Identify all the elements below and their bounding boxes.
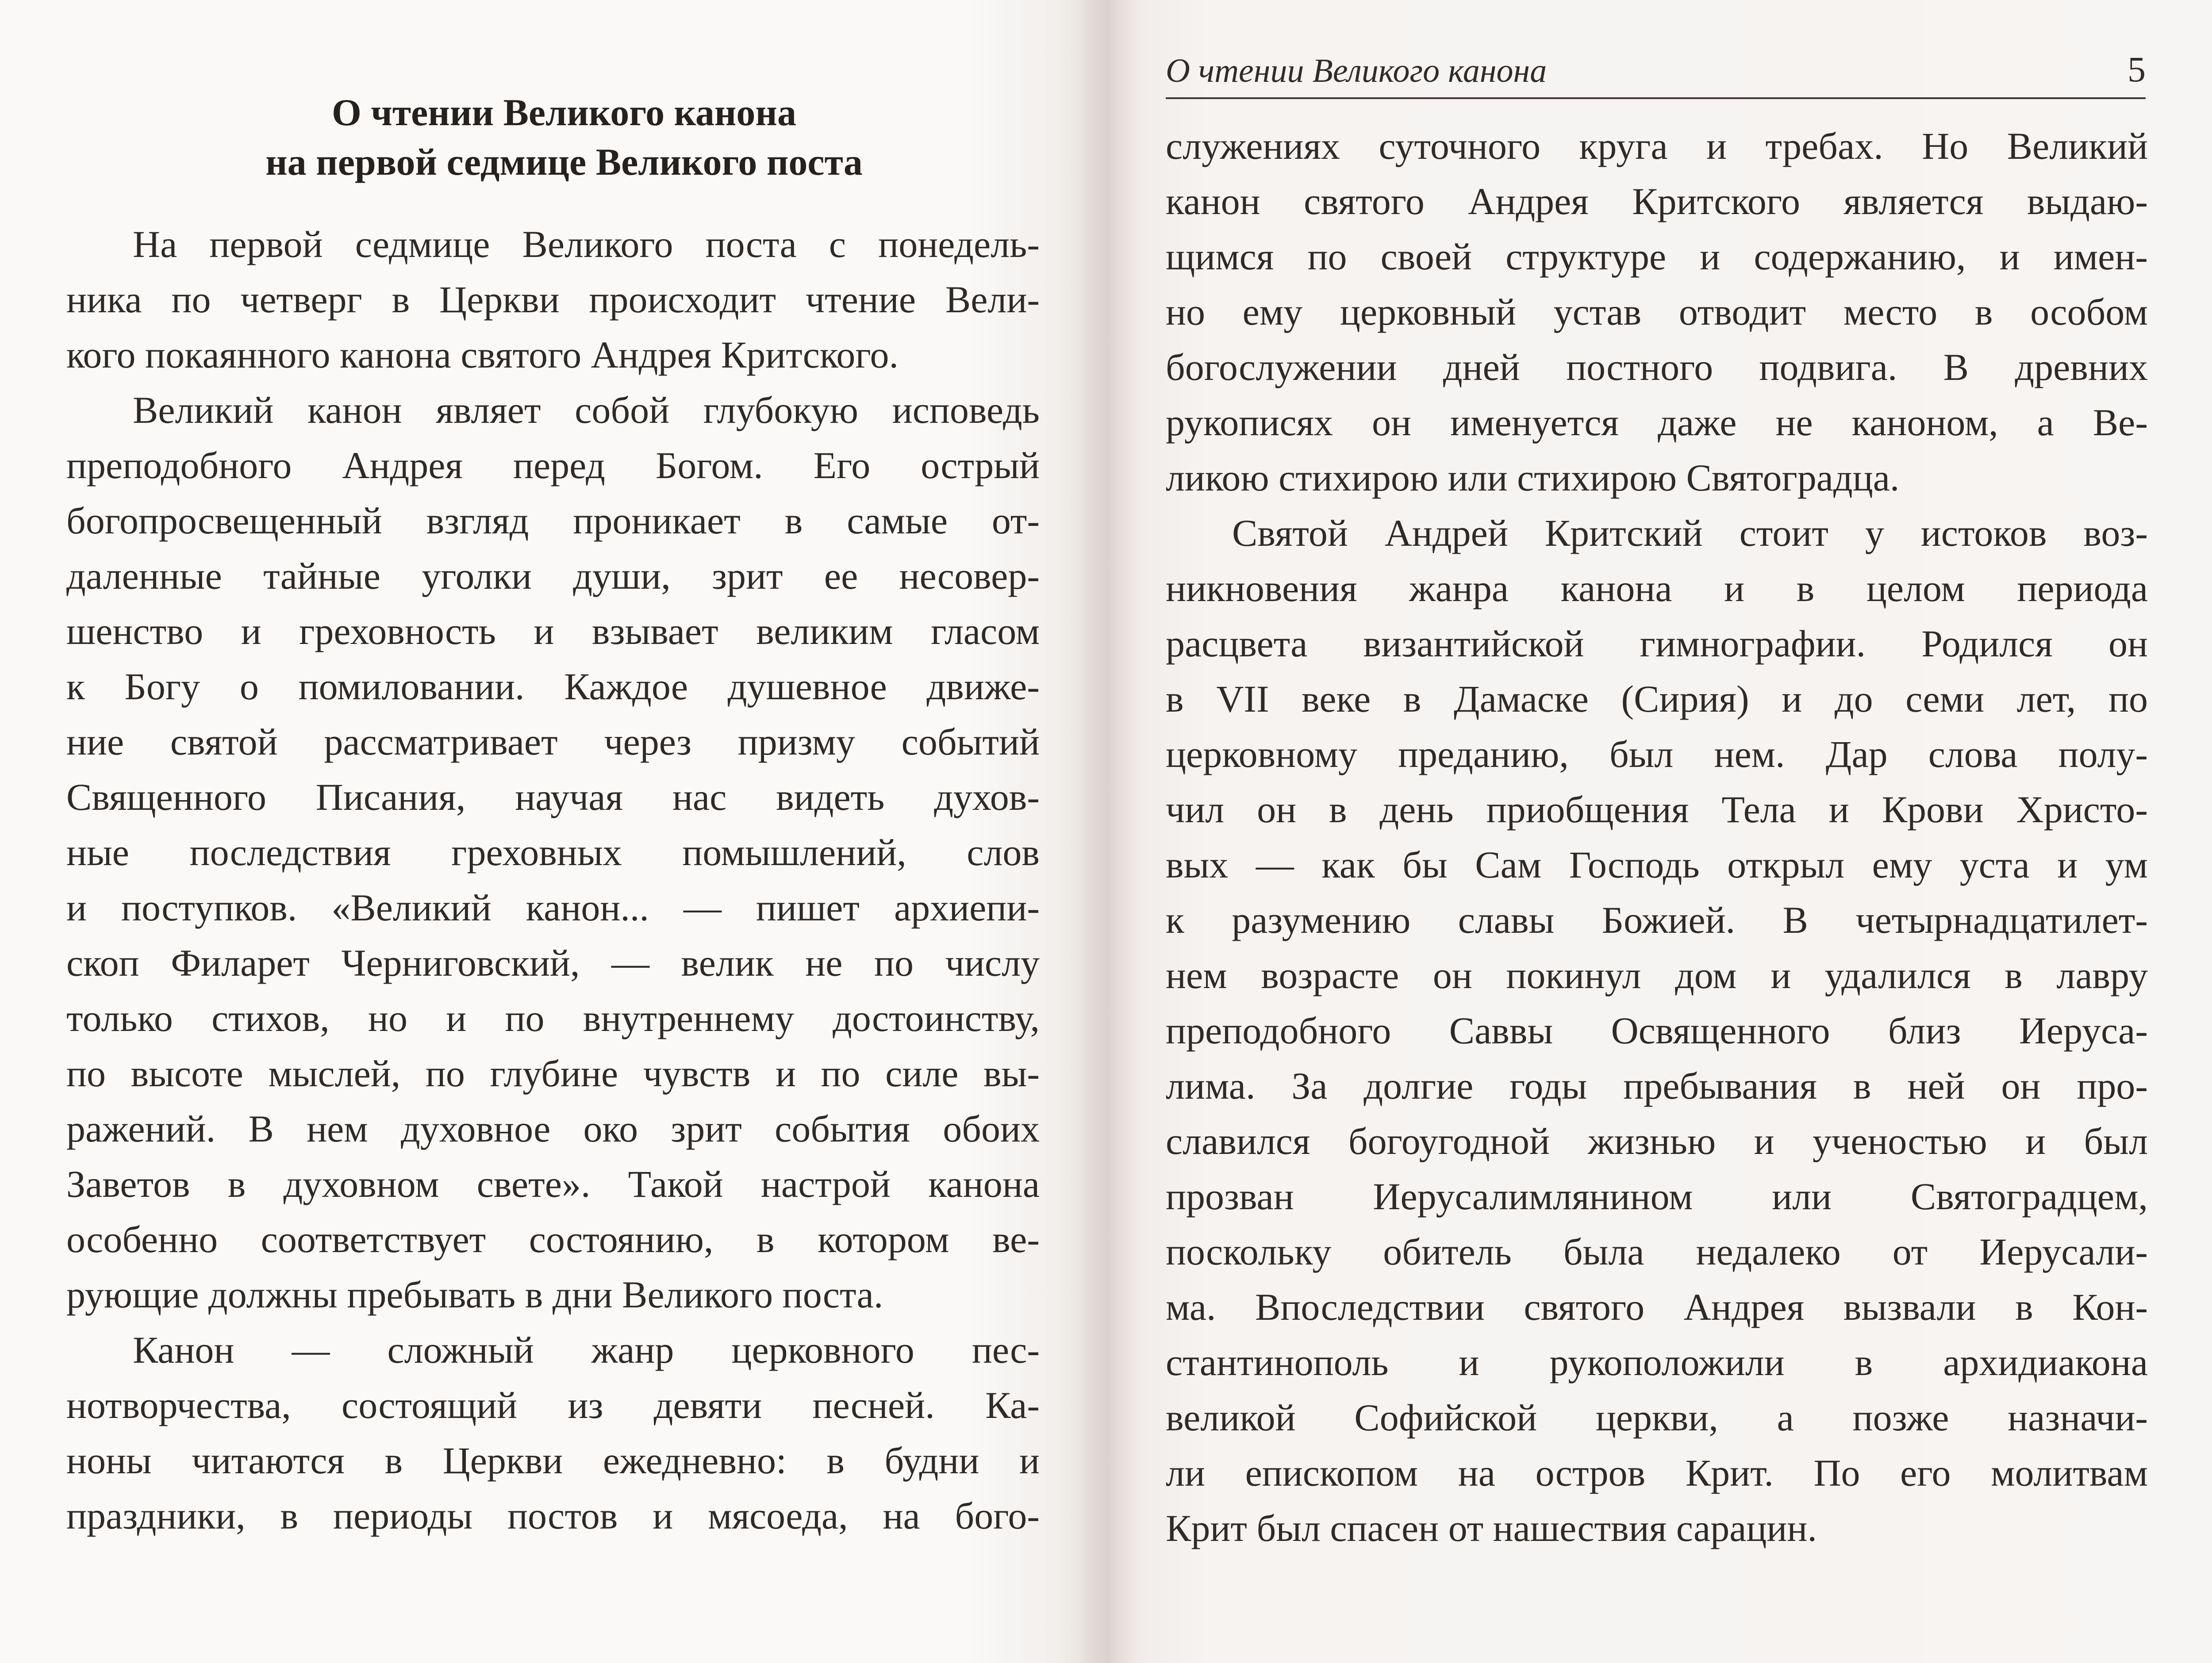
text-line: прозван Иерусалимлянином или Святоградцем, (1166, 1175, 2148, 1218)
left-page (0, 0, 1097, 1663)
text-line: никновения жанра канона и в целом периода (1166, 567, 2148, 609)
text-line: Священного Писания, научая нас видеть духов- (66, 776, 1040, 818)
text-line: великой Софийской церкви, а позже назначи- (1166, 1396, 2148, 1439)
chapter-title-line: на первой седмице Великого поста (265, 141, 863, 183)
text-line: ли епископом на остров Крит. По его молитвам (1166, 1452, 2148, 1494)
text-line: чил он в день приобщения Тела и Крови Христо- (1166, 788, 2148, 831)
text-line: богопросвещенный взгляд проникает в самые от- (66, 499, 1040, 542)
text-line: ражений. В нем духовное око зрит события обоих (66, 1107, 1040, 1150)
chapter-title (66, 88, 1062, 187)
text-line: нем возрасте он покинул дом и удалился в лавру (1166, 954, 2148, 996)
text-line: преподобного Андрея перед Богом. Его острый (66, 444, 1040, 487)
text-line: рующие должны пребывать в дни Великого поста. (66, 1273, 883, 1316)
text-line: ликою стихирою или стихирою Святоградца. (1166, 456, 1900, 499)
text-line: только стихов, но и по внутреннему достоинству, (66, 997, 1040, 1039)
text-line: кого покаянного канона святого Андрея Критского. (66, 333, 899, 376)
page-number: 5 (2128, 49, 2146, 89)
text-line: поскольку обитель была недалеко от Иерусали- (1166, 1230, 2148, 1273)
text-line: нотворчества, состоящий из девяти песней. Ка- (66, 1384, 1040, 1426)
text-line: На первой седмице Великого поста с понедель- (133, 223, 1040, 265)
text-line: к Богу о помиловании. Каждое душевное движе- (66, 665, 1040, 708)
book-gutter-shadow (1079, 0, 1141, 1663)
text-line: преподобного Саввы Освященного близ Иеруса- (1166, 1009, 2148, 1052)
text-line: скоп Филарет Черниговский, — велик не по числу (66, 942, 1040, 984)
text-line: служениях суточного круга и требах. Но Великий (1166, 125, 2148, 167)
text-line: канон святого Андрея Критского является выдаю- (1166, 180, 2148, 222)
right-page-text (1166, 119, 2148, 1556)
text-line: ные последствия греховных помышлений, слов (66, 831, 1040, 874)
text-line: Крит был спасен от нашествия сарацин. (1166, 1507, 1817, 1549)
running-header (1166, 35, 2146, 99)
text-line: стантинополь и рукоположили в архидиакона (1166, 1341, 2148, 1383)
text-line: ние святой рассматривает через призму событий (66, 720, 1040, 763)
text-line: особенно соответствует состоянию, в котором ве- (66, 1218, 1040, 1261)
text-line: Заветов в духовном свете». Такой настрой канона (66, 1163, 1040, 1205)
text-line: ма. Впоследствии святого Андрея вызвали в Кон- (1166, 1286, 2148, 1328)
text-line: Святой Андрей Критский стоит у истоков воз- (1232, 512, 2148, 554)
text-line: церковному преданию, был нем. Дар слова полу- (1166, 733, 2148, 775)
right-page (1097, 0, 2212, 1663)
text-line: рукописях он именуется даже не каноном, а Ве- (1166, 401, 2148, 444)
left-page-text (66, 217, 1040, 1544)
text-line: но ему церковный устав отводит место в особом (1166, 291, 2148, 333)
text-line: Великий канон являет собой глубокую исповедь (133, 389, 1040, 431)
text-line: славился богоугодной жизнью и ученостью и был (1166, 1120, 2148, 1162)
text-line: и поступков. «Великий канон... — пишет архиепи- (66, 886, 1040, 929)
text-line: богослужении дней постного подвига. В древних (1166, 346, 2148, 388)
text-line: щимся по своей структуре и содержанию, и имен- (1166, 235, 2148, 278)
text-line: лима. За долгие годы пребывания в ней он про- (1166, 1065, 2148, 1107)
text-line: ника по четверг в Церкви происходит чтение Вели- (66, 278, 1040, 321)
running-title: О чтении Великого канона (1166, 52, 1547, 89)
text-line: в VII веке в Дамаске (Сирия) и до семи лет, по (1166, 678, 2148, 720)
text-line: праздники, в периоды постов и мясоеда, на бого- (66, 1494, 1040, 1537)
text-line: по высоте мыслей, по глубине чувств и по силе вы- (66, 1052, 1040, 1095)
text-line: даленные тайные уголки души, зрит ее несовер- (66, 555, 1040, 597)
text-line: ноны читаются в Церкви ежедневно: в будни и (66, 1439, 1040, 1482)
text-line: вых — как бы Сам Господь открыл ему уста и ум (1166, 843, 2148, 886)
text-line: к разумению славы Божией. В четырнадцатилет- (1166, 899, 2148, 941)
text-line: Канон — сложный жанр церковного пес- (133, 1329, 1040, 1371)
chapter-title-line: О чтении Великого канона (332, 91, 796, 134)
text-line: шенство и греховность и взывает великим гласом (66, 610, 1040, 652)
text-line: расцвета византийской гимнографии. Родился он (1166, 622, 2148, 665)
